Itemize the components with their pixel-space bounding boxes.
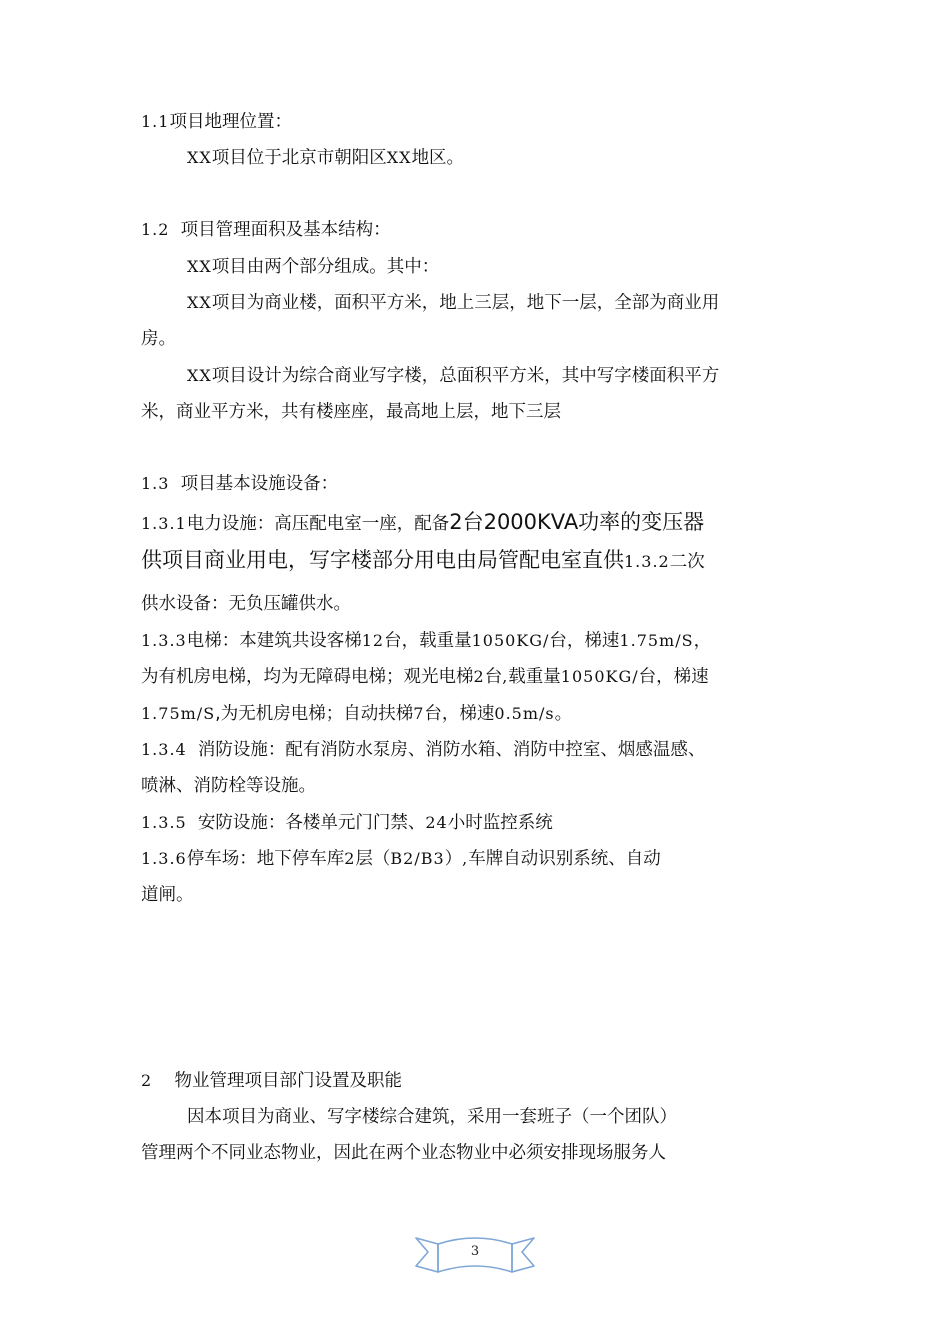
structure-intro: XX项目由两个部分组成。其中： bbox=[187, 257, 440, 277]
department-paragraph: 因本项目为商业、写字楼综合建筑，采用一套班子（一个团队） bbox=[187, 1107, 677, 1127]
parking-paragraph: 1.3.6停车场：地下停车库2层（B2/B3）,车牌自动识别系统、自动 bbox=[141, 849, 661, 869]
section-1-2-heading: 1.2 项目管理面积及基本结构： bbox=[141, 220, 391, 240]
power-facilities-paragraph-cont: 供项目商业用电，写字楼部分用电由局管配电室直供1.3.2二次 bbox=[141, 548, 705, 572]
page-number: 3 bbox=[470, 1244, 480, 1259]
office-building-paragraph-cont: 米，商业平方米，共有楼座座，最高地上层，地下三层 bbox=[141, 402, 561, 422]
location-paragraph: XX项目位于北京市朝阳区XX地区。 bbox=[187, 148, 465, 168]
section-1-1-heading: 1.1项目地理位置： bbox=[141, 112, 292, 132]
power-facilities-paragraph: 1.3.1电力设施：高压配电室一座，配备2台2000KVA功率的变压器 bbox=[141, 510, 705, 534]
fire-protection-paragraph: 1.3.4 消防设施：配有消防水泵房、消防水箱、消防中控室、烟感温感、 bbox=[141, 740, 706, 760]
elevator-paragraph-cont-1: 为有机房电梯，均为无障碍电梯；观光电梯2台,载重量1050KG/台，梯速 bbox=[141, 667, 709, 687]
commercial-building-paragraph-cont: 房。 bbox=[141, 329, 176, 349]
department-paragraph-cont: 管理两个不同业态物业，因此在两个业态物业中必须安排现场服务人 bbox=[141, 1143, 666, 1163]
parking-paragraph-cont: 道闸。 bbox=[141, 885, 194, 905]
fire-protection-paragraph-cont: 喷淋、消防栓等设施。 bbox=[141, 776, 316, 796]
commercial-building-paragraph: XX项目为商业楼，面积平方米，地上三层，地下一层，全部为商业用 bbox=[187, 293, 720, 313]
section-1-3-heading: 1.3 项目基本设施设备： bbox=[141, 474, 339, 494]
office-building-paragraph: XX项目设计为综合商业写字楼，总面积平方米，其中写字楼面积平方 bbox=[187, 366, 720, 386]
water-supply-paragraph: 供水设备：无负压罐供水。 bbox=[141, 594, 351, 614]
elevator-paragraph: 1.3.3电梯：本建筑共设客梯12台，载重量1050KG/台，梯速1.75m/S， bbox=[141, 631, 712, 651]
security-paragraph: 1.3.5 安防设施：各楼单元门门禁、24小时监控系统 bbox=[141, 813, 553, 833]
elevator-paragraph-cont-2: 1.75m/S,为无机房电梯；自动扶梯7台，梯速0.5m/s。 bbox=[141, 704, 573, 724]
section-2-heading: 2 物业管理项目部门设置及职能 bbox=[141, 1071, 402, 1091]
page-footer bbox=[410, 1230, 540, 1280]
